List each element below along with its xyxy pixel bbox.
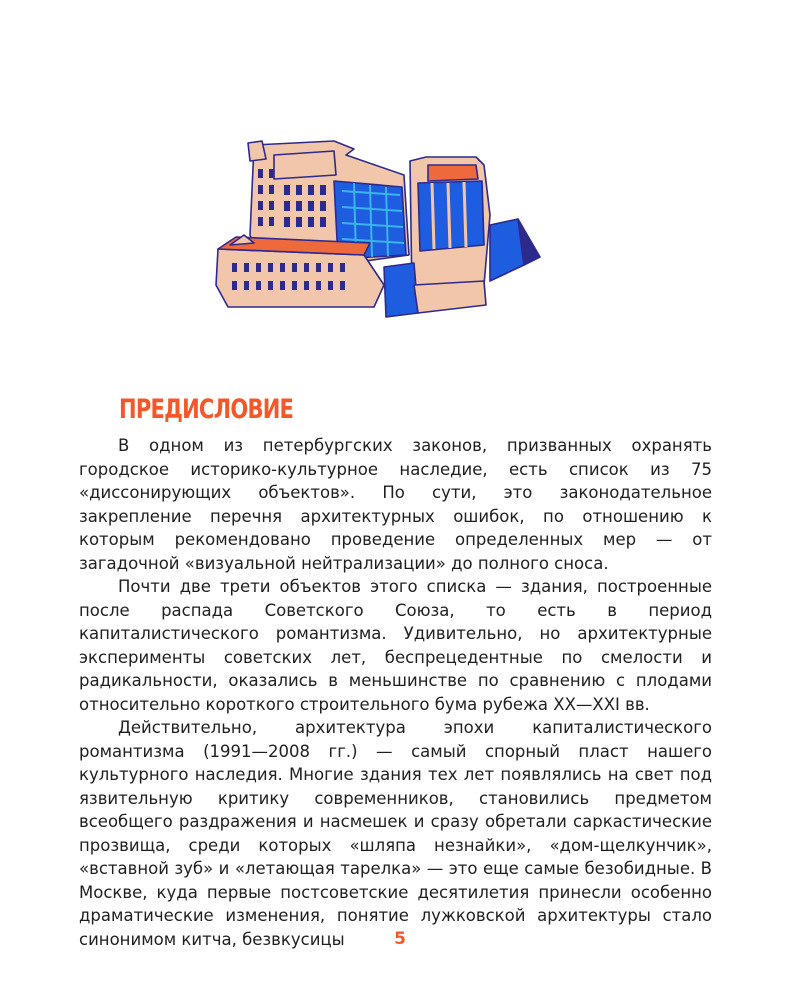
- paragraph: Действительно, архитектура эпохи капиталистического романтизма (1991—2008 гг.) — самый спорный пласт нашего культурного наследия. Многие здания тех лет появлялись на свет под язвительную критику современников, становились предметом всеобщего раздражения и насмешек и сразу обретали саркастические прозвища, среди которых «шляпа незнайки», «дом-щелкунчик», «вставной зуб» и «летающая тарелка» — это еще самые безобидные. В Москве, куда первые постсоветские десятилетия принесли особенно драматические изменения, понятие лужковской архитектуры стало синонимом китча, безвкусицы: [79, 718, 712, 949]
- body-text: [79, 434, 712, 951]
- building-illustration: [214, 135, 546, 320]
- paragraph: В одном из петербургских законов, призванных охранять городское историко-культурное наследие, есть список из 75 «диссонирующих объектов». По сути, это законодательное закрепление перечня архитектурных ошибок, по отношению к которым рекомендовано проведение определенных мер — от загадочной «визуальной нейтрализации» до полного сноса.: [79, 436, 712, 573]
- page-number: 5: [394, 929, 406, 949]
- paragraph: Почти две трети объектов этого списка — здания, построенные после распада Советского Союза, то есть в период капиталистического романтизма. Удивительно, но архитектурные эксперименты советских лет, беспрецедентные по смелости и радикальности, оказались в меньшинстве по сравнению с плодами относительно короткого строительного бума рубежа XX—XXI вв.: [79, 577, 712, 714]
- chapter-heading: ПРЕДИСЛОВИЕ: [119, 394, 294, 425]
